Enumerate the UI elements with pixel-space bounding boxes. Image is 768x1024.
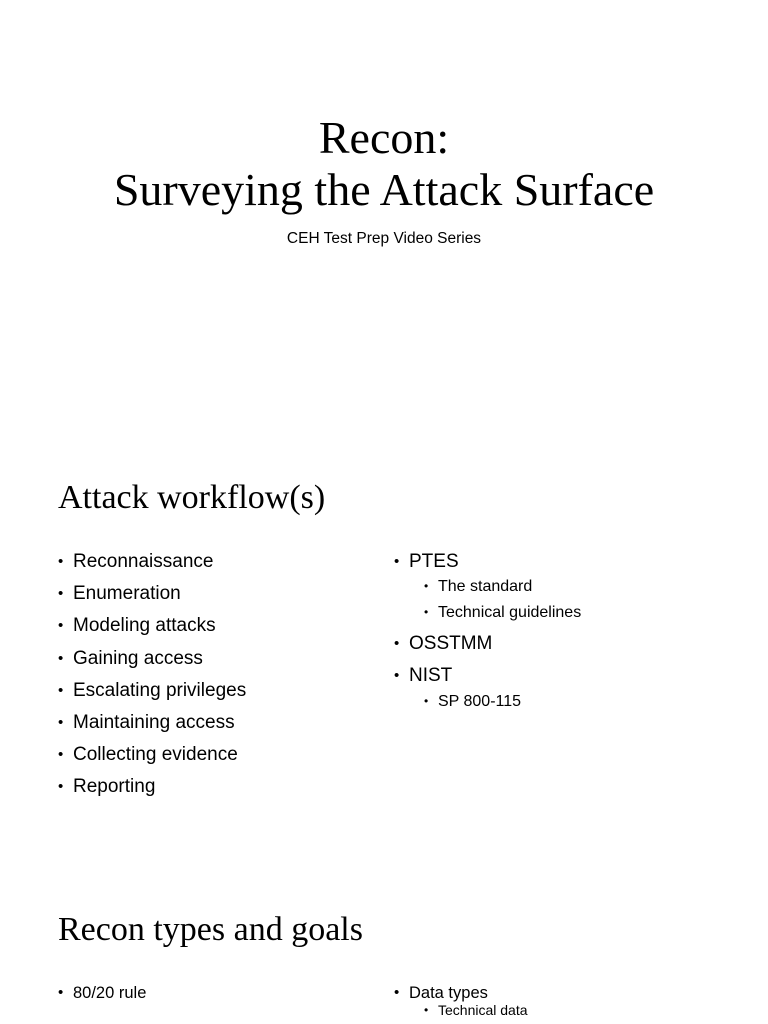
sub-list-item: • SP 800-115: [424, 689, 581, 715]
sub-list-item: • The standard: [424, 574, 581, 600]
list-item-nist: • NIST • SP 800-115: [394, 660, 581, 714]
recon-heading: Recon types and goals: [58, 911, 363, 948]
bullet-icon: •: [58, 585, 64, 603]
recon-left-list: [58, 980, 146, 1006]
bullet-icon: •: [58, 681, 64, 699]
recon-left-column: [58, 980, 146, 1006]
recon-slide: [0, 860, 768, 1024]
list-item: • Enumeration: [58, 578, 246, 610]
workflow-right-list: [394, 546, 581, 714]
list-item-osstmm: • OSSTMM: [394, 628, 581, 660]
workflow-heading: Attack workflow(s): [58, 479, 326, 516]
bullet-icon: •: [424, 579, 429, 594]
list-item: • 80/20 rule: [58, 980, 146, 1006]
nist-sublist: [424, 689, 581, 715]
list-item: • Gaining access: [58, 643, 246, 675]
bullet-icon: •: [58, 617, 64, 635]
list-item: • Escalating privileges: [58, 675, 246, 707]
recon-right-list: [394, 980, 528, 1020]
list-item: • Collecting evidence: [58, 739, 246, 771]
list-item-ptes: • PTES • The standard • Technical guidelines: [394, 546, 581, 625]
bullet-icon: •: [394, 553, 400, 570]
list-item: • Modeling attacks: [58, 610, 246, 642]
bullet-icon: •: [424, 1003, 429, 1017]
workflow-left-list: [58, 546, 246, 804]
list-item: • Reconnaissance: [58, 546, 246, 578]
bullet-icon: •: [58, 984, 64, 1001]
sub-list-item: • Technical guidelines: [424, 600, 581, 626]
ptes-sublist: [424, 574, 581, 625]
workflow-left-column: [58, 546, 246, 804]
list-item: • Maintaining access: [58, 707, 246, 739]
title-line-2: Surveying the Attack Surface: [113, 164, 655, 215]
recon-right-column: [394, 980, 528, 1023]
bullet-icon: •: [58, 553, 64, 570]
bullet-icon: •: [394, 667, 400, 685]
bullet-icon: •: [424, 604, 429, 619]
list-item: • Reporting: [58, 771, 246, 803]
list-item-data-types: • Data types • Technical data: [394, 980, 528, 1020]
data-types-sublist: [424, 1000, 528, 1020]
bullet-icon: •: [424, 693, 429, 708]
title-line-1: Recon:: [318, 112, 450, 163]
bullet-icon: •: [58, 746, 64, 764]
bullet-icon: •: [394, 635, 400, 653]
bullet-icon: •: [58, 778, 64, 796]
bullet-icon: •: [58, 649, 64, 667]
bullet-icon: •: [58, 714, 64, 732]
slide-subtitle: CEH Test Prep Video Series: [286, 230, 482, 247]
bullet-icon: •: [394, 984, 400, 1001]
sub-list-item: • Technical data: [424, 1002, 528, 1018]
workflow-right-column: [394, 546, 581, 717]
